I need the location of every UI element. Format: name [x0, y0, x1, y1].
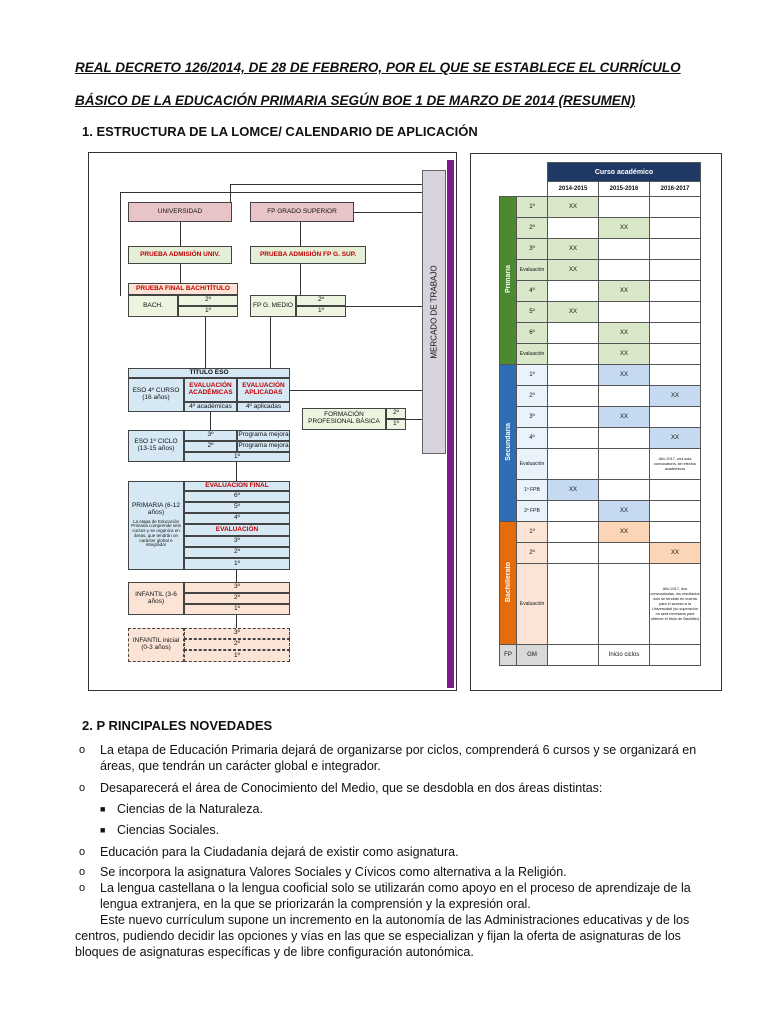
group-label-1: Secundaria [500, 365, 517, 522]
bullet-item-3: Educación para la Ciudadanía dejará de existir como asignatura. [100, 845, 459, 859]
calendar-cell: XX [599, 501, 650, 522]
calendar-cell [599, 543, 650, 564]
eso-course-3: 3º [184, 430, 237, 441]
calendar-cell [650, 260, 701, 281]
calendar-cell: Año 2017, dos convocatorias, los resultados solo se tendrán en cuenta para el acceso a la Universidad (su superación no será necesaria para obtener el título de Bachiller) [650, 564, 701, 645]
calendar-cell [548, 543, 599, 564]
arrow-line [354, 212, 422, 213]
bullet-circle: o [79, 744, 86, 756]
calendar-cell [650, 365, 701, 386]
calendar-cell [650, 197, 701, 218]
eso-1-cycle-box: ESO 1º CICLO (13-15 años) [128, 430, 184, 462]
row-label: Evaluación [517, 260, 548, 281]
calendar-cell: XX [548, 260, 599, 281]
calendar-table [499, 162, 701, 666]
calendar-cell: XX [599, 407, 650, 428]
arrow-line [230, 184, 231, 202]
calendar-cell [599, 449, 650, 480]
inicial-course-3: 3º [184, 628, 290, 639]
arrow-line [236, 462, 237, 481]
row-label: Evaluación [517, 344, 548, 365]
calendar-cell [548, 501, 599, 522]
row-label: 2º [517, 543, 548, 564]
university-admission-test: PRUEBA ADMISIÓN UNIV. [128, 246, 232, 264]
applied-4-box: 4º aplicadas [237, 402, 290, 412]
gm-label: GM [517, 645, 548, 666]
bach-final-test: PRUEBA FINAL BACH/TÍTULO [128, 283, 238, 295]
closing-paragraph: Este nuevo currículum supone un incremento en la autonomía de las Administraciones educativas y de los centros, pudiendo decidir las opciones y vías en las que se especializan y fijan la oferta de asignaturas de los bloques de asignaturas específicas y de libre configuración autonómica. [75, 913, 690, 959]
primary-eval: EVALUACIÓN [184, 524, 290, 536]
eso-course-2: 2º [184, 441, 237, 452]
calendar-cell: XX [599, 344, 650, 365]
calendar-cell [599, 480, 650, 501]
calendar-cell [548, 344, 599, 365]
bullet-circle: o [79, 882, 86, 894]
arrow-line [120, 192, 121, 296]
calendar-cell [650, 281, 701, 302]
calendar-cell: XX [650, 428, 701, 449]
group-label-0: Primaria [500, 197, 517, 365]
row-label: Evaluación [517, 449, 548, 480]
eso-4-box: ESO 4º CURSO (16 años) [128, 378, 184, 412]
group-label-2: Bachillerato [500, 522, 517, 645]
row-label: Evaluación [517, 564, 548, 645]
calendar-corner [500, 163, 548, 197]
calendar-cell [548, 365, 599, 386]
arrow-line [290, 390, 422, 391]
calendar-cell [548, 564, 599, 645]
calendar-cell [599, 302, 650, 323]
year-header-1: 2015-2016 [599, 182, 650, 197]
calendar-cell [548, 323, 599, 344]
calendar-cell [650, 302, 701, 323]
applied-eval-box: EVALUACIÓN APLICADAS [237, 378, 290, 402]
calendar-cell: XX [548, 480, 599, 501]
calendar-cell: XX [599, 365, 650, 386]
primary-course-1: 1º [184, 558, 290, 570]
document-title-line-1: REAL DECRETO 126/2014, DE 28 DE FEBRERO, POR EL QUE SE ESTABLECE EL CURRÍCULO [75, 60, 681, 75]
calendar-cell [650, 480, 701, 501]
arrow-line [205, 317, 206, 368]
year-header-2: 2016-2017 [650, 182, 701, 197]
academic-4-box: 4º académicas [184, 402, 237, 412]
fp-admission-test: PRUEBA ADMISIÓN FP G. SUP. [250, 246, 366, 264]
calendar-cell: XX [599, 218, 650, 239]
calendar-cell [650, 239, 701, 260]
fp-basica-box: FORMACIÓN PROFESIONAL BÁSICA [302, 408, 386, 430]
arrow-line [180, 264, 181, 283]
infantil-box: INFANTIL (3-6 años) [128, 582, 184, 615]
calendar-cell [599, 260, 650, 281]
calendar-cell [650, 407, 701, 428]
inicial-course-2: 2º [184, 639, 290, 650]
calendar-cell [599, 564, 650, 645]
row-label: 2º [517, 386, 548, 407]
bullet-item-2: Desaparecerá el área de Conocimiento del Medio, que se desdobla en dos áreas distintas: [100, 781, 603, 795]
sub-bullet-1: Ciencias de la Naturaleza. [117, 802, 263, 816]
calendar-cell [650, 501, 701, 522]
purple-divider [447, 160, 454, 688]
arrow-line [270, 317, 271, 368]
calendar-cell: XX [599, 323, 650, 344]
primary-course-6: 6º [184, 491, 290, 502]
primary-course-4: 4º [184, 513, 290, 524]
calendar-cell [650, 645, 701, 666]
primary-course-3: 3º [184, 536, 290, 547]
bullet-circle: o [79, 782, 86, 794]
arrow-line [120, 192, 422, 193]
calendar-cell [548, 428, 599, 449]
arrow-line [236, 615, 237, 628]
calendar-cell [650, 218, 701, 239]
calendar-cell [650, 522, 701, 543]
calendar-cell [548, 407, 599, 428]
labor-market-box: MERCADO DE TRABAJO [422, 170, 446, 454]
bullet-item-5: La lengua castellana o la lengua cooficial solo se utilizarán como apoyo en el proceso de aprendizaje de la lengua extranjera, en la que se priorizarán la comprensión y la expresión oral. [100, 881, 691, 911]
primary-box: PRIMARIA (6-12 años) La etapa de Educación Primaria comprende seis cursos y se organiza en áreas, que tendrán un carácter global e integrador [128, 481, 184, 570]
calendar-cell [650, 323, 701, 344]
calendar-cell [599, 239, 650, 260]
bullet-circle: o [79, 866, 86, 878]
inicial-course-1: 1º [184, 650, 290, 662]
academic-eval-box: EVALUACIÓN ACADÉMICAS [184, 378, 237, 402]
arrow-line [406, 419, 422, 420]
calendar-cell [548, 449, 599, 480]
fp-medio-course-1: 1º [296, 306, 346, 317]
calendar-cell [599, 197, 650, 218]
fp-medio-box: FP G. MEDIO [250, 295, 296, 317]
year-header-0: 2014-2015 [548, 182, 599, 197]
arrow-line [210, 412, 211, 430]
bullet-square: ■ [100, 804, 106, 814]
calendar-cell: XX [599, 522, 650, 543]
arrow-line [346, 306, 422, 307]
sub-bullet-2: Ciencias Sociales. [117, 823, 220, 837]
primary-course-5: 5º [184, 502, 290, 513]
row-label: 3º [517, 407, 548, 428]
calendar-cell [548, 522, 599, 543]
primary-course-2: 2º [184, 547, 290, 558]
eso-title-box: TÍTULO ESO [128, 368, 290, 378]
calendar-cell [548, 386, 599, 407]
calendar-cell: XX [650, 543, 701, 564]
row-label: 4º [517, 428, 548, 449]
start-cycles-cell: Inicio ciclos [599, 645, 650, 666]
calendar-cell [548, 281, 599, 302]
eso-program-3: Programa mejora [237, 430, 290, 441]
infantil-course-1: 1º [184, 604, 290, 615]
bullet-circle: o [79, 846, 86, 858]
infantil-inicial-box: INFANTIL inicial (0-3 años) [128, 628, 184, 662]
calendar-header: Curso académico [548, 163, 701, 182]
calendar-cell [599, 386, 650, 407]
bach-course-2: 2º [178, 295, 238, 306]
fp-medio-course-2: 2º [296, 295, 346, 306]
row-label: 6º [517, 323, 548, 344]
calendar-cell: XX [548, 197, 599, 218]
row-label: 4º [517, 281, 548, 302]
calendar-cell: Año 2017, una sola convocatoria, sin efectos académicos [650, 449, 701, 480]
section-heading-2: 2. P RINCIPALES NOVEDADES [82, 718, 273, 733]
row-label: 1º [517, 522, 548, 543]
infantil-course-2: 2º [184, 593, 290, 604]
calendar-cell [650, 344, 701, 365]
fp-superior-box: FP GRADO SUPERIOR [250, 202, 354, 222]
bullet-item-4: Se incorpora la asignatura Valores Sociales y Cívicos como alternativa a la Religión. [100, 865, 567, 879]
calendar-cell [548, 645, 599, 666]
document-title-line-2: BÁSICO DE LA EDUCACIÓN PRIMARIA SEGÚN BOE 1 DE MARZO DE 2014 (RESUMEN) [75, 93, 636, 108]
row-label: 1º FPB [517, 480, 548, 501]
arrow-line [300, 222, 301, 246]
bach-box: BACH. [128, 295, 178, 317]
calendar-cell: XX [599, 281, 650, 302]
bullet-item-1: La etapa de Educación Primaria dejará de organizarse por ciclos, comprenderá 6 cursos y se organizará en áreas, que tendrán un carácter global e integrador. [100, 743, 697, 773]
eso-course-1: 1º [184, 452, 290, 462]
calendar-cell: XX [548, 239, 599, 260]
calendar-cell [599, 428, 650, 449]
arrow-line [300, 264, 301, 295]
arrow-line [236, 570, 237, 582]
row-label: 1º [517, 365, 548, 386]
arrow-line [230, 184, 422, 185]
section-heading-1: 1. ESTRUCTURA DE LA LOMCE/ CALENDARIO DE APLICACIÓN [82, 124, 478, 139]
calendar-cell: XX [650, 386, 701, 407]
bach-course-1: 1º [178, 306, 238, 317]
calendar-cell: XX [548, 302, 599, 323]
university-box: UNIVERSIDAD [128, 202, 232, 222]
calendar-cell [548, 218, 599, 239]
row-label: 1º [517, 197, 548, 218]
eso-program-2: Programa mejora [237, 441, 290, 452]
fp-basica-course-1: 1º [386, 419, 406, 430]
infantil-course-3: 3º [184, 582, 290, 593]
row-label: 3º [517, 239, 548, 260]
fp-label: FP [500, 645, 517, 666]
arrow-line [180, 222, 181, 246]
row-label: 2º FPB [517, 501, 548, 522]
fp-basica-course-2: 2º [386, 408, 406, 419]
bullet-square: ■ [100, 825, 106, 835]
row-label: 5º [517, 302, 548, 323]
primary-final-eval: EVALUACIÓN FINAL [184, 481, 290, 491]
row-label: 2º [517, 218, 548, 239]
